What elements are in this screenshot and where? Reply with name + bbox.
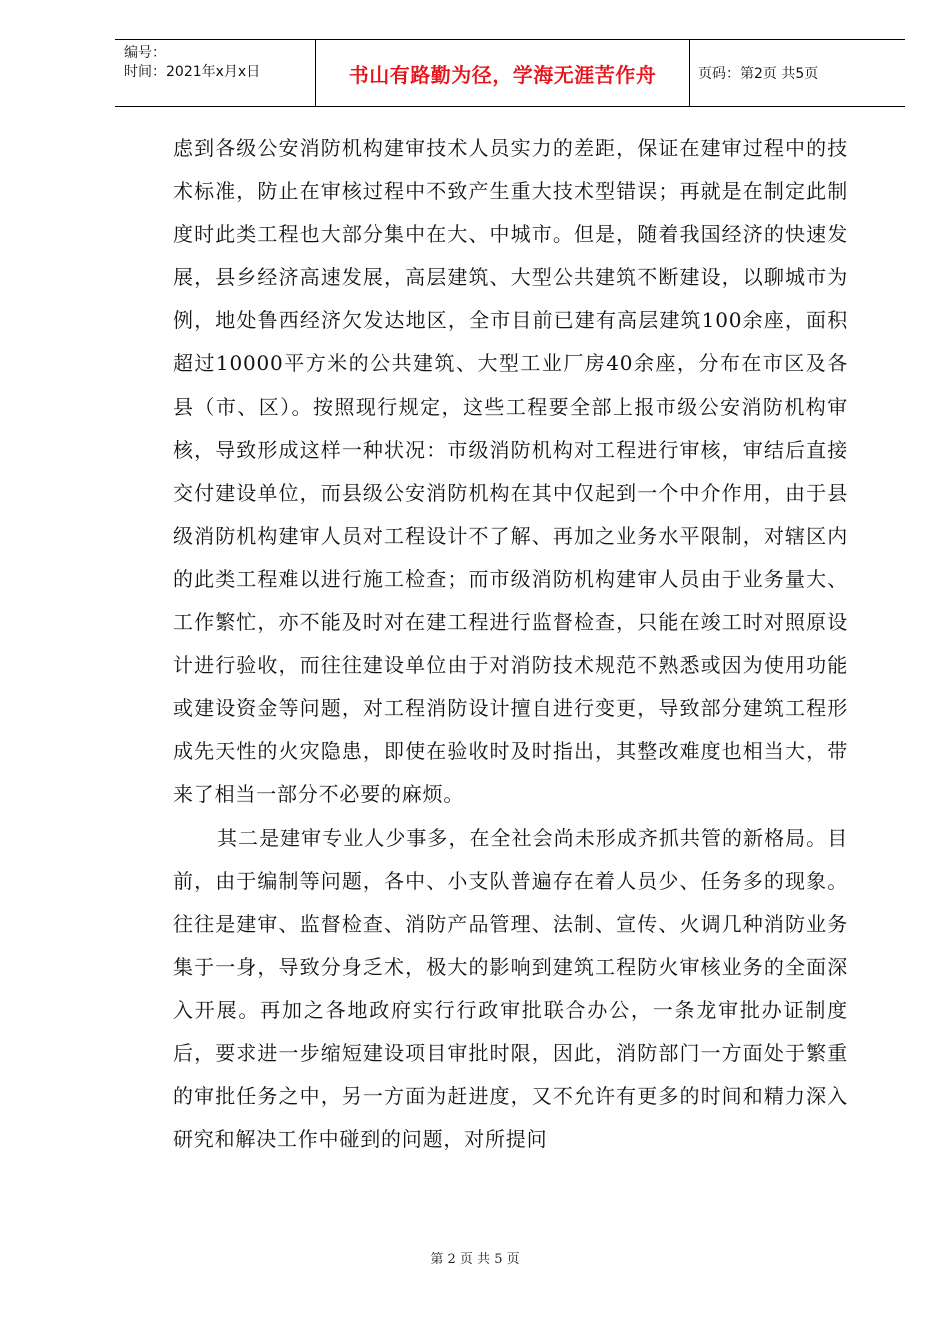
document-number-label: 编号： bbox=[124, 45, 166, 61]
paragraph-1: 虑到各级公安消防机构建审技术人员实力的差距，保证在建审过程中的技术标准，防止在审核过程中不致产生重大技术型错误；再就是在制定此制度时此类工程也大部分集中在大、中城市。但是，随着我国经济的快速发展，县乡经济高速发展，高层建筑、大型公共建筑不断建设，以聊城市为例，地处鲁西经济欠发达地区，全市目前已建有高层建筑100余座，面积超过10000平方米的公共建筑、大型工业厂房40余座，分布在市区及各县（市、区）。按照现行规定，这些工程要全部上报市级公安消防机构审核，导致形成这样一种状况：市级消防机构对工程进行审核，审结后直接交付建设单位，而县级公安消防机构在其中仅起到一个中介作用，由于县级消防机构建审人员对工程设计不了解、再加之业务水平限制，对辖区内的此类工程难以进行施工检查；而市级消防机构建审人员由于业务量大、工作繁忙，亦不能及时对在建工程进行监督检查，只能在竣工时对照原设计进行验收，而往往建设单位由于对消防技术规范不熟悉或因为使用功能或建设资金等问题，对工程消防设计擅自进行变更，导致部分建筑工程形成先天性的火灾隐患，即使在验收时及时指出，其整改难度也相当大，带来了相当一部分不必要的麻烦。 bbox=[173, 136, 848, 807]
header-meta-cell bbox=[115, 40, 316, 106]
header-motto-cell bbox=[316, 40, 690, 106]
page-footer bbox=[0, 1248, 950, 1267]
paragraph-2: 其二是建审专业人少事多，在全社会尚未形成齐抓共管的新格局。目前，由于编制等问题，各中、小支队普遍存在着人员少、任务多的现象。往往是建审、监督检查、消防产品管理、法制、宣传、火调几种消防业务集于一身，导致分身乏术，极大的影响到建筑工程防火审核业务的全面深入开展。再加之各地政府实行行政审批联合办公，一条龙审批办证制度后，要求进一步缩短建设项目审批时限，因此，消防部门一方面处于繁重的审批任务之中，另一方面为赶进度，又不允许有更多的时间和精力深入研究和解决工作中碰到的问题，对所提问 bbox=[173, 825, 848, 1152]
header-page-info: 页码：第2页 共5页 bbox=[698, 66, 819, 82]
document-time-label: 时间：2021年x月x日 bbox=[124, 64, 261, 80]
header-page-cell bbox=[690, 40, 905, 106]
document-body bbox=[173, 127, 848, 1161]
footer-page-number: 第 2 页 共 5 页 bbox=[430, 1252, 520, 1267]
header-motto: 书山有路勤为径，学海无涯苦作舟 bbox=[348, 62, 657, 87]
header-table bbox=[115, 39, 905, 107]
